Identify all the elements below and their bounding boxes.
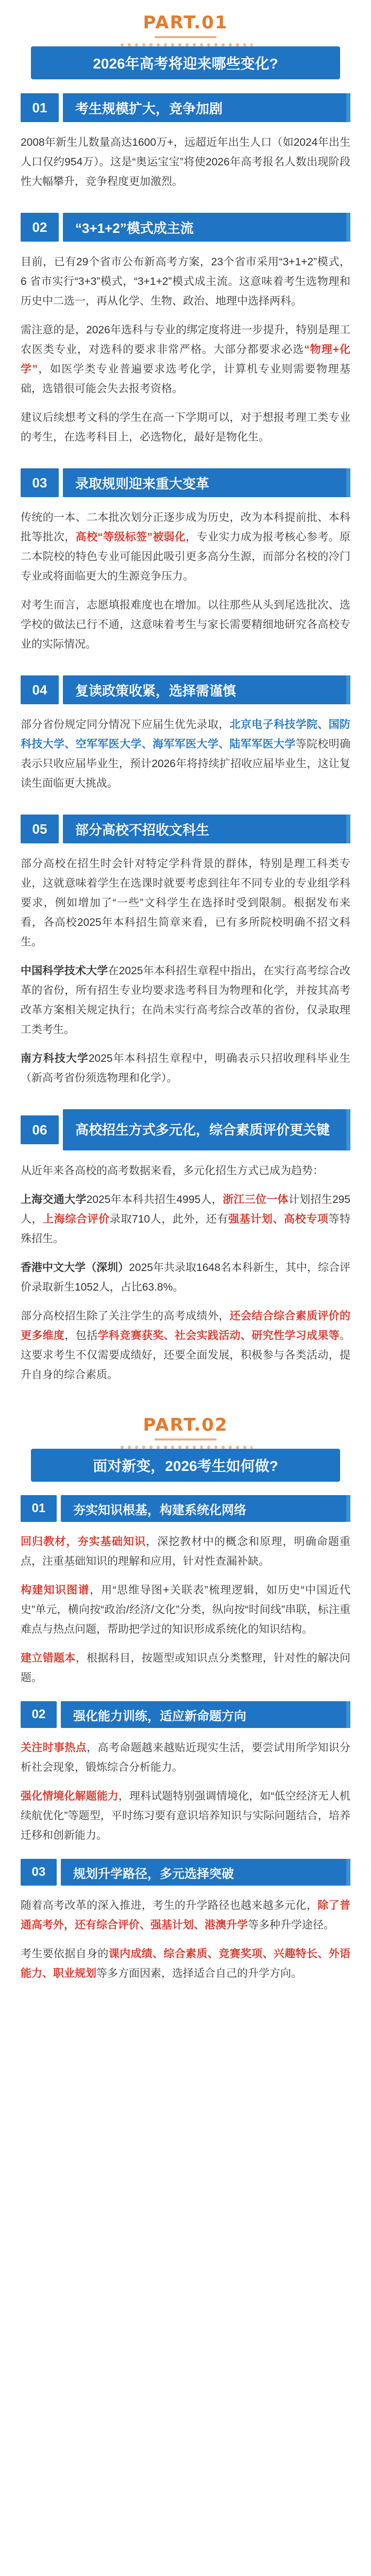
- section-number: 05: [21, 815, 59, 843]
- section-title: [61, 1859, 350, 1886]
- text: 。这要求考生不仅需要成绩好，还要全面发展，积极参与各类活动，提升自身的综合素质。: [21, 1330, 351, 1381]
- section-title-edge: [346, 1859, 350, 1886]
- section-title-text: 复读政策收紧，选择需谨慎: [75, 683, 237, 699]
- text: 在2025年本科招生章程中指出，在实行高考综合改革的省份，所有招生专业均要求选考科目为物理和化学，并按其高考改革方案相关规定执行；在尚未实行高考综合改革的省份，仅录取理工类考生。: [21, 965, 351, 1036]
- part1-banner-wrap: [31, 46, 340, 79]
- tip-01-header: [21, 1494, 350, 1523]
- text: 2025年共录取1648名本科新生，其中，综合评价录取新生1052人，占比63.8%。: [21, 1262, 351, 1293]
- section-02-paragraph-3: 建议后续想考文科的学生在高一下学期可以，对于想报考理工类专业的考生，在选考科目上，必选物化，最好是物化生。: [21, 412, 350, 443]
- spacer: [0, 456, 371, 467]
- section-05-paragraph-3: [21, 1049, 350, 1088]
- section-05-paragraph-1: 部分高校在招生时会针对特定学科背景的群体，特别是理工科类专业，这就意味着学生在选课时就要考虑到往年不同专业的专业组学科要求，例如增加了“一些”文科学生在选择时受到限制。根据发布来看，各高校2025年本科招生简章来看，已有多所院校明确不招文科生。: [21, 858, 350, 948]
- highlight-text: 关注时事热点: [21, 1742, 87, 1754]
- text: ，用“思维导图+关联表”梳理逻辑，如历史“中国近代史”单元，横向按“政治/经济/文化”分类，纵向按“时间线”串联，标注重难点与热点问题，帮助把学过的知识形成系统化的知识结构。: [21, 1584, 350, 1635]
- section-06-paragraph-2: [21, 1190, 350, 1249]
- text: 2025年本科共招生4995人，: [86, 1194, 223, 1206]
- dots-decoration: [119, 41, 252, 48]
- section-title-edge: [346, 468, 350, 497]
- section-title-text: “3+1+2”模式成主流: [75, 220, 194, 236]
- text: ，如医学类专业普遍要求选考化学，计算机专业则需要物理基础，选错很可能会失去报考资格。: [21, 363, 350, 395]
- text: 等特殊招生。: [21, 1213, 351, 1245]
- text: 随着高考改革的深入推进，考生的升学路径也越来越多元化，: [21, 1900, 318, 1911]
- section-title: [63, 675, 350, 704]
- section-title-edge: [346, 93, 350, 122]
- section-title: [61, 1495, 350, 1522]
- section-06-paragraph-3: [21, 1258, 350, 1297]
- part2-banner-text: 面对新变，2026考生如何做?: [93, 1458, 278, 1474]
- highlight-text: 建立错题本: [21, 1652, 76, 1664]
- part2-underline: [155, 1438, 216, 1440]
- section-title-text: 录取规则迎来重大变革: [75, 476, 210, 492]
- highlight-text: 学科竞赛获奖、社会实践活动、研究性学习成果等: [97, 1330, 340, 1342]
- tip-03-paragraph-2: [21, 1944, 350, 1984]
- text: ，高考命题越来越贴近现实生活，要尝试用所学知识分析社会现象，锻炼综合分析能力。: [21, 1742, 351, 1773]
- section-title: [63, 1109, 350, 1150]
- section-06-paragraph-1: 从近年来各高校的高考数据来看，多元化招生方式已成为趋势：: [21, 1165, 324, 1177]
- highlight-text: 构建知识图谱: [21, 1584, 90, 1596]
- section-title-text: 夯实知识根基，构建系统化网络: [73, 1503, 246, 1517]
- highlight-text: “物理+化学”: [21, 344, 350, 375]
- section-title-edge: [346, 1109, 350, 1150]
- section-04-header: [21, 674, 350, 706]
- highlight-text: 除了普通高考外，还有综合评价、强基计划、港澳升学: [21, 1900, 351, 1931]
- highlight-text: 课内成绩、综合素质、竞赛奖项、兴趣特长、外语能力、职业规划: [21, 1948, 351, 1979]
- section-04-paragraph: [21, 715, 350, 793]
- section-number: 06: [21, 1115, 59, 1144]
- text: 传统的一本、二本批次划分正逐步成为历史，改为本科提前批、本科批等批次，: [21, 512, 350, 543]
- text: ，理科试题特别强调情境化，如“低空经济无人机续航优化”等题型，平时练习要有意识培养知识与实际问题结合，培养迁移和创新能力。: [21, 1790, 350, 1841]
- text: ，专业实力成为报考核心参考。原二本院校的特色专业可能因此吸引更多高分生源，而部分名校的冷门专业或将面临更大的生源竞争压力。: [21, 531, 351, 582]
- part1-banner: [31, 46, 340, 79]
- highlight-text: 北京电子科技学院、国防科技大学、空军军医大学、海军军医大学、陆军军医大学: [21, 719, 351, 750]
- spacer: [0, 1097, 371, 1108]
- section-01-header: [21, 92, 350, 124]
- section-number: 02: [21, 213, 59, 242]
- part2-header: [0, 1394, 371, 1440]
- section-title-edge: [346, 1495, 350, 1522]
- section-02-header: [21, 211, 350, 243]
- dots-decoration: [119, 1444, 252, 1451]
- section-title-text: 强化能力训练，适应新命题方向: [73, 1709, 246, 1723]
- section-03-header: [21, 467, 350, 499]
- university-name: 南方科技大学: [21, 1053, 89, 1064]
- part2-banner: [31, 1449, 340, 1482]
- highlight-text: 高校“等级标签”被弱化: [75, 531, 186, 543]
- text: 需注意的是，2026年选科与专业的绑定度将进一步提升，特别是理工农医类专业，对选科的要求非常严格。大部分都要求必选: [21, 324, 350, 355]
- tip-02-paragraph-1: [21, 1738, 350, 1777]
- part2-label: PART.02: [143, 1415, 228, 1435]
- spacer: [0, 803, 371, 813]
- spacer: [0, 201, 371, 211]
- tip-03-header: [21, 1858, 350, 1887]
- highlight-text: 回归教材，夯实基础知识: [21, 1536, 146, 1548]
- section-title-edge: [346, 675, 350, 704]
- section-01-paragraph: 2008年新生儿数量高达1600万+，远超近年出生人口（如2024年出生人口仅约954万）。这是“奥运宝宝”将使2026年高考报名人数出现阶段性大幅攀升，竞争程度更加激烈。: [21, 137, 350, 188]
- text: ，根据科目，按题型或知识点分类整理，针对性的解决问题。: [21, 1652, 351, 1684]
- section-title-text: 规划升学路径，多元选择突破: [73, 1867, 234, 1881]
- highlight-text: 浙江三位一体: [223, 1194, 289, 1206]
- section-02-paragraph-1: 目前，已有29个省市公布新高考方案，23个省市采用“3+1+2”模式， 6 省市实行“3+3”模式，“3+1+2”模式成主流。这意味着考生选物理和历史中二选一，再从化学、生物、政治、地理中选择两科。: [21, 256, 350, 307]
- section-title: [63, 93, 350, 122]
- text: 等多种升学途径。: [248, 1919, 334, 1931]
- section-title: [63, 815, 350, 843]
- text: 录取710人，此外，还有: [109, 1213, 228, 1225]
- section-title: [61, 1701, 350, 1728]
- tip-01-paragraph-3: [21, 1649, 350, 1688]
- part1-label: PART.01: [143, 12, 228, 33]
- section-05-paragraph-2: [21, 961, 350, 1040]
- text: 2025年本科招生章程中，明确表示只招收理科毕业生（新高考省份须选物理和化学）。: [21, 1053, 350, 1084]
- university-name: 中国科学技术大学: [21, 965, 108, 977]
- section-title-text: 部分高校不招收文科生: [75, 822, 210, 838]
- section-number: 03: [21, 468, 59, 497]
- section-03-paragraph-2: 对考生而言，志愿填报难度也在增加。以往那些从头到尾选批次、选学校的做法已行不通，这意味着考生与家长需要精细地研究各高校专业的实际情况。: [21, 599, 350, 650]
- section-05-header: [21, 813, 350, 845]
- part1-underline: [155, 36, 216, 38]
- text: ，包括: [64, 1330, 98, 1342]
- part2-banner-wrap: [31, 1449, 340, 1482]
- section-06-header: [21, 1108, 350, 1152]
- part1-header: [0, 0, 371, 38]
- section-number: 02: [21, 1701, 57, 1728]
- section-06-paragraph-4: [21, 1307, 350, 1385]
- highlight-text: 强基计划、高校专项: [228, 1213, 329, 1225]
- section-title-text: 高校招生方式多元化，综合素质评价更关键: [75, 1122, 330, 1138]
- tip-01-paragraph-1: [21, 1532, 350, 1571]
- tip-02-paragraph-2: [21, 1787, 350, 1845]
- spacer: [0, 664, 371, 674]
- tip-01-paragraph-2: [21, 1581, 350, 1639]
- section-number: 04: [21, 675, 59, 704]
- section-number: 01: [21, 1495, 57, 1522]
- highlight-text: 还会结合综合素质评价的更多维度: [21, 1310, 351, 1342]
- highlight-text: 强化情境化解题能力: [21, 1790, 119, 1802]
- section-02-paragraph-2: [21, 320, 350, 399]
- section-title-edge: [346, 1701, 350, 1728]
- text: ，深挖教材中的概念和原理，明确命题重点，注重基础知识的理解和应用，针对性查漏补缺。: [21, 1536, 351, 1567]
- section-03-paragraph-1: [21, 508, 350, 586]
- tip-02-header: [21, 1700, 350, 1729]
- section-number: 01: [21, 93, 59, 122]
- section-title-edge: [346, 213, 350, 242]
- section-title: [63, 213, 350, 242]
- text: 计划招生295人，: [21, 1194, 350, 1225]
- tip-03-paragraph-1: [21, 1896, 350, 1935]
- university-name: 香港中文大学（深圳）: [21, 1262, 129, 1274]
- text: 等多方面因素，选择适合自己的升学方向。: [96, 1968, 302, 1979]
- section-number: 03: [21, 1859, 57, 1886]
- part1-banner-text: 2026年高考将迎来哪些变化?: [93, 56, 278, 72]
- section-title: [63, 468, 350, 497]
- section-title-text: 考生规模扩大，竞争加剧: [75, 100, 223, 116]
- text: 考生要依据自身的: [21, 1948, 109, 1960]
- university-name: 上海交通大学: [21, 1194, 87, 1206]
- text: 部分省份规定同分情况下应届生优先录取，: [21, 719, 230, 731]
- highlight-text: 上海综合评价: [43, 1213, 110, 1225]
- text: 部分高校招生除了关注学生的高考成绩外，: [21, 1310, 230, 1322]
- text: 等院校明确表示只收应届毕业生，预计2026年将持续扩招收应届毕业生，这让复读生面临更大挑战。: [21, 738, 351, 789]
- section-title-edge: [346, 815, 350, 843]
